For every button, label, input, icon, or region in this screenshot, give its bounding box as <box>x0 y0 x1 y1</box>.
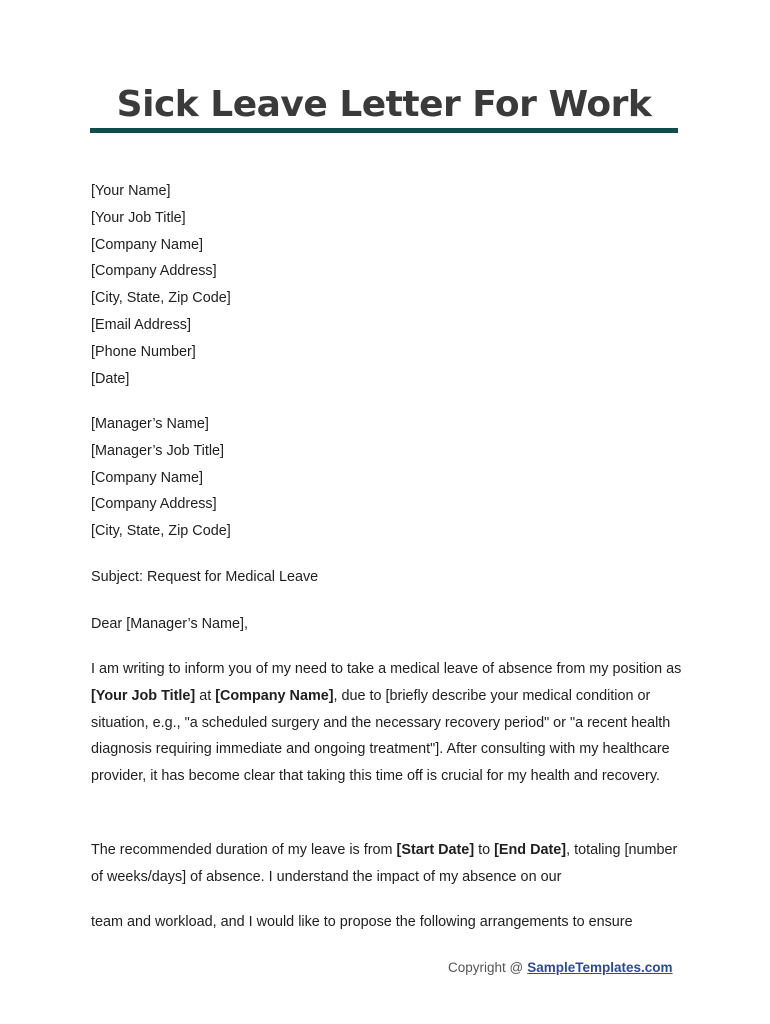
sender-company-name: [Company Name] <box>91 236 203 253</box>
start-date-placeholder: [Start Date] <box>396 842 475 858</box>
manager-name: [Manager’s Name] <box>91 416 209 432</box>
company-name-placeholder: [Company Name] <box>215 687 334 704</box>
recipient-city-state-zip: [City, State, Zip Code] <box>91 523 231 540</box>
page-title: Sick Leave Letter For Work <box>116 84 652 125</box>
sender-email: [Email Address] <box>91 316 191 333</box>
letter-salutation: Dear [Manager’s Name], <box>91 616 249 632</box>
paragraph-text: at <box>195 687 216 704</box>
paragraph-text: , due to [briefly describe your medical condition or situation, e.g., "a scheduled surgery and the necessary recovery period" or "a recent health diagnosis requiring immediate and ongoing treatment"]. After consulting with my healthcare provider, it has become clear that taking this time off is crucial for my health and recovery. <box>91 687 671 785</box>
body-paragraph-3: team and workload, and I would like to propose the following arrangements to ensure <box>91 914 633 930</box>
recipient-company-name: [Company Name] <box>91 469 203 486</box>
recipient-company-address: [Company Address] <box>91 496 217 513</box>
sender-company-address: [Company Address] <box>91 263 217 280</box>
manager-job-title: [Manager’s Job Title] <box>91 442 225 459</box>
paragraph-text: The recommended duration of my leave is from <box>91 842 397 858</box>
copyright-text: Copyright @ <box>448 960 524 975</box>
title-underline <box>90 128 678 133</box>
sender-phone: [Phone Number] <box>91 343 196 360</box>
job-title-placeholder: [Your Job Title] <box>91 687 196 704</box>
sender-address-block <box>91 178 686 392</box>
sender-city-state-zip: [City, State, Zip Code] <box>91 290 231 307</box>
recipient-address-block <box>91 411 686 545</box>
paragraph-text: I am writing to inform you of my need to take a medical leave of absence from my position as <box>91 661 682 677</box>
paragraph-text: to <box>474 842 495 858</box>
sender-job-title: [Your Job Title] <box>91 209 186 226</box>
copyright-footer <box>448 960 673 975</box>
body-paragraph-1 <box>91 656 686 790</box>
letter-date: [Date] <box>91 370 130 387</box>
sender-name: [Your Name] <box>91 183 171 199</box>
letter-subject: Subject: Request for Medical Leave <box>91 569 319 585</box>
sampletemplates-link[interactable]: SampleTemplates.com <box>527 960 673 975</box>
body-paragraph-2 <box>91 837 686 891</box>
paragraph-text: , totaling [number of weeks/days] of absence. I understand the impact of my absence on our <box>91 842 678 885</box>
end-date-placeholder: [End Date] <box>494 842 567 858</box>
